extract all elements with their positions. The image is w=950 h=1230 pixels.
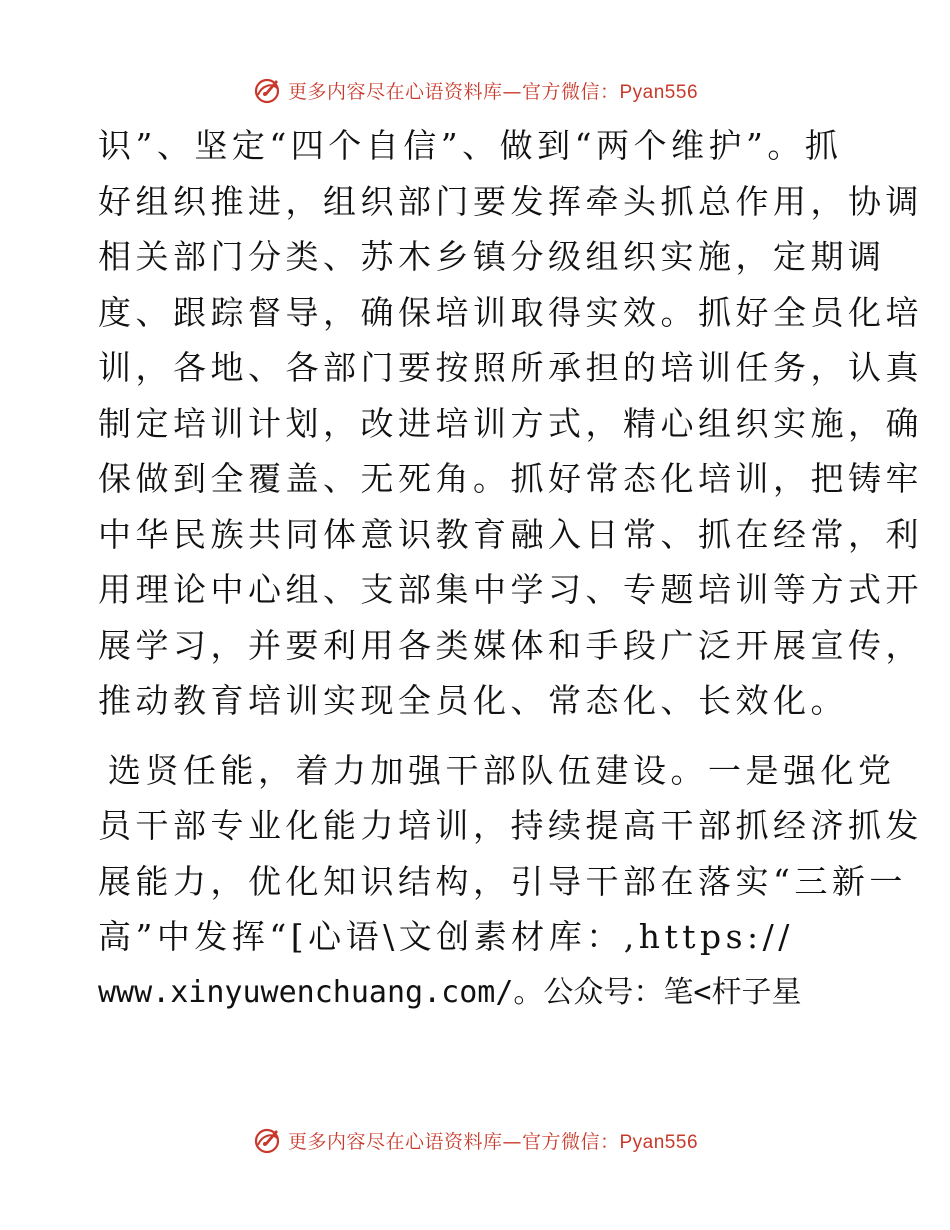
paragraph1-line: 好组织推进，组织部门要发挥牵头抓总作用，协调 bbox=[98, 181, 923, 221]
footer-watermark-handle: Pyan556 bbox=[619, 1131, 699, 1153]
paragraph1-line: 推动教育培训实现全员化、常态化、长效化。 bbox=[98, 681, 848, 720]
url-line: www.xinyuwenchuang.com/。公众号：笔<杆子星 bbox=[98, 974, 802, 1010]
paragraph1-line: 制定培训计划，改进培训方式，精心组织实施，确 bbox=[98, 403, 923, 443]
paragraph1-line: 中华民族共同体意识教育融入日常、抓在经常，利 bbox=[98, 514, 923, 554]
paragraph2-line: 展能力，优化知识结构，引导干部在落实“三新一 bbox=[98, 861, 907, 901]
paragraph1-line: 保做到全覆盖、无死角。抓好常态化培训，把铸牢 bbox=[98, 459, 923, 498]
paragraph2-line: 高”中发挥“[心语\文创素材库：,https:// bbox=[98, 917, 794, 956]
paragraph1-line: 展学习，并要利用各类媒体和手段广泛开展宣传， bbox=[98, 625, 923, 665]
pen-swirl-logo-icon bbox=[252, 75, 282, 105]
paragraph1-line: 相关部门分类、苏木乡镇分级组织实施，定期调 bbox=[98, 237, 886, 276]
paragraph2-line: 员干部专业化能力培训，持续提高干部抓经济抓发 bbox=[98, 806, 923, 845]
pen-swirl-logo-icon bbox=[252, 1125, 282, 1155]
footer-watermark-text: 更多内容尽在心语资料库—官方微信：Pyan556 bbox=[287, 1130, 699, 1153]
paragraph2-line: 选贤任能，着力加强干部队伍建设。一是强化党 bbox=[108, 750, 896, 790]
paragraph1-line: 识”、坚定“四个自信”、做到“两个维护”。抓 bbox=[98, 126, 843, 165]
header-watermark bbox=[0, 72, 950, 108]
paragraph1-line: 度、跟踪督导，确保培训取得实效。抓好全员化培 bbox=[98, 292, 923, 332]
paragraph1-line: 训，各地、各部门要按照所承担的培训任务，认真 bbox=[98, 348, 923, 387]
paragraph1-line: 用理论中心组、支部集中学习、专题培训等方式开 bbox=[98, 570, 923, 609]
header-watermark-handle: Pyan556 bbox=[619, 81, 699, 103]
document-body bbox=[98, 118, 923, 1020]
footer-watermark bbox=[0, 1122, 950, 1158]
header-watermark-text: 更多内容尽在心语资料库—官方微信：Pyan556 bbox=[287, 80, 699, 103]
